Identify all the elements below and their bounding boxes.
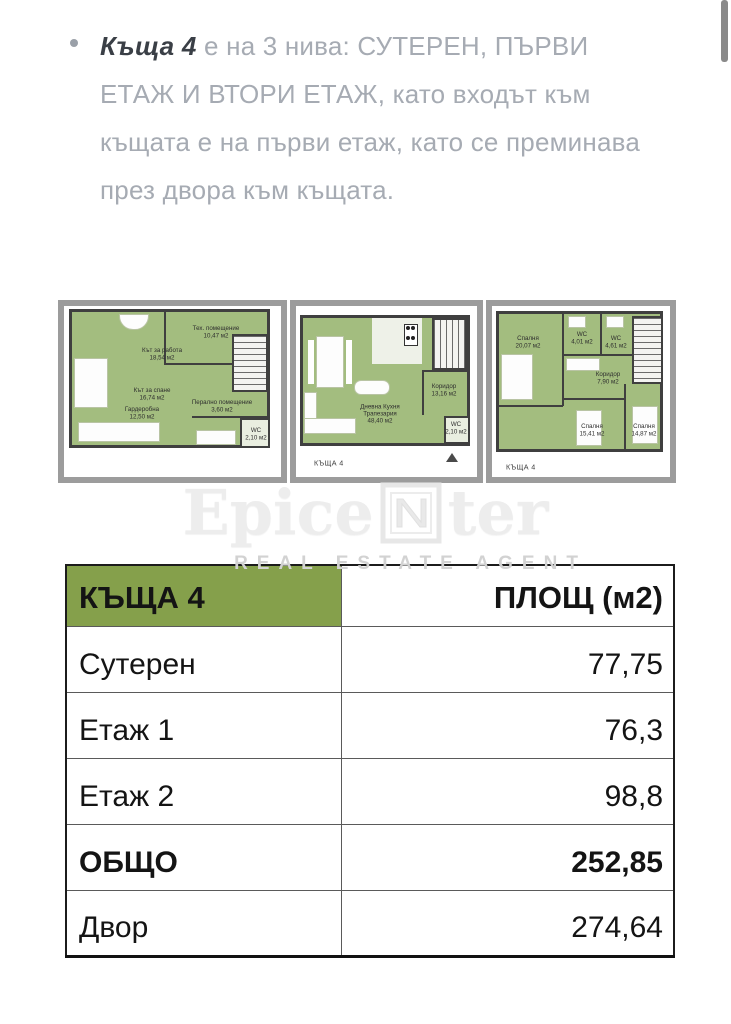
wc-fixture (568, 316, 586, 328)
row-label: Етаж 2 (66, 759, 341, 825)
table-row (66, 627, 674, 693)
room-label: WC 2,10 м2 (445, 420, 467, 435)
description-paragraph (70, 22, 670, 214)
row-value: 77,75 (341, 627, 674, 693)
watermark-text-left: Epice (182, 476, 374, 549)
chairs (346, 340, 352, 384)
room-label: Коридор 7,90 м2 (595, 370, 621, 385)
table-row-total (66, 825, 674, 891)
dining-table (316, 336, 344, 388)
bed (74, 358, 108, 408)
wall (562, 398, 624, 400)
watermark-wordmark (0, 476, 731, 549)
room-label: WC 4,61 м2 (605, 334, 627, 349)
room-label: Тех. помещение 10,47 м2 (192, 324, 240, 339)
kitchen-island (354, 380, 390, 395)
room-label: Коридор 13,16 м2 (431, 382, 457, 397)
plan-caption: КЪЩА 4 (313, 459, 344, 468)
wc-fixture (606, 316, 624, 328)
floorplan-floor2 (486, 300, 676, 483)
laundry-units (196, 430, 236, 445)
room-label: WC 2,10 м2 (245, 426, 267, 441)
wall (562, 311, 564, 406)
floor1-stairs-icon (432, 318, 467, 370)
wall (600, 311, 602, 356)
table-row (66, 891, 674, 957)
room-label: Спалня 20,07 м2 (515, 334, 541, 349)
bed (501, 354, 533, 400)
floorplan-floor1 (290, 300, 483, 483)
row-label: Сутерен (66, 627, 341, 693)
floor2-stairs-icon (632, 316, 663, 384)
row-value: 98,8 (341, 759, 674, 825)
floorplan-basement (58, 300, 287, 483)
wall (422, 370, 470, 372)
floorplans-strip (58, 300, 676, 483)
area-table (65, 564, 675, 958)
table-header-row (66, 565, 674, 627)
description-text (100, 22, 670, 214)
watermark-subtitle: REAL ESTATE AGENT (234, 553, 587, 574)
table-row (66, 693, 674, 759)
room-label: Дневна Кухня Трапезария 48,40 м2 (360, 403, 400, 425)
chairs (308, 340, 314, 384)
wall (624, 384, 626, 452)
stove-icon (404, 324, 418, 346)
agency-watermark (0, 476, 731, 575)
description-rest: е на 3 нива: СУТЕРЕН, ПЪРВИ ЕТАЖ И ВТОРИ ЕТАЖ, като входът към къщата е на първи етаж, като се преминава през двора към къщата. (100, 31, 641, 205)
house-name: Къща 4 (100, 31, 197, 61)
row-value: 76,3 (341, 693, 674, 759)
room-label: Кът за работа 18,54 м2 (141, 346, 183, 361)
room-label: Спалня 15,41 м2 (579, 422, 605, 437)
sofa (304, 418, 356, 434)
table-header-area: ПЛОЩ (м2) (341, 565, 674, 627)
wall (422, 370, 424, 415)
wall (562, 354, 632, 356)
row-label: Двор (66, 891, 341, 957)
wall (164, 363, 234, 365)
bullet-icon (70, 39, 78, 47)
room-label: Перално помещение 3,60 м2 (191, 398, 253, 413)
watermark-text-right: ter (447, 476, 549, 549)
scrollbar-thumb[interactable] (721, 0, 728, 62)
north-arrow-icon (446, 453, 458, 462)
table-header-house: КЪЩА 4 (66, 565, 341, 627)
table-row (66, 759, 674, 825)
room-label: Кът за спане 16,74 м2 (133, 386, 171, 401)
row-label: Етаж 1 (66, 693, 341, 759)
row-value: 252,85 (341, 825, 674, 891)
row-label: ОБЩО (66, 825, 341, 891)
basement-stairs-icon (232, 334, 268, 392)
wall (496, 405, 563, 407)
room-label: Гардеробна 12,50 м2 (124, 405, 160, 420)
cabinet (566, 358, 600, 371)
room-label: WC 4,01 м2 (571, 330, 593, 345)
n-monogram-icon (380, 482, 442, 544)
row-value: 274,64 (341, 891, 674, 957)
wardrobe (78, 422, 160, 442)
room-label: Спалня 14,87 м2 (631, 422, 657, 437)
plan-caption: КЪЩА 4 (505, 463, 536, 472)
